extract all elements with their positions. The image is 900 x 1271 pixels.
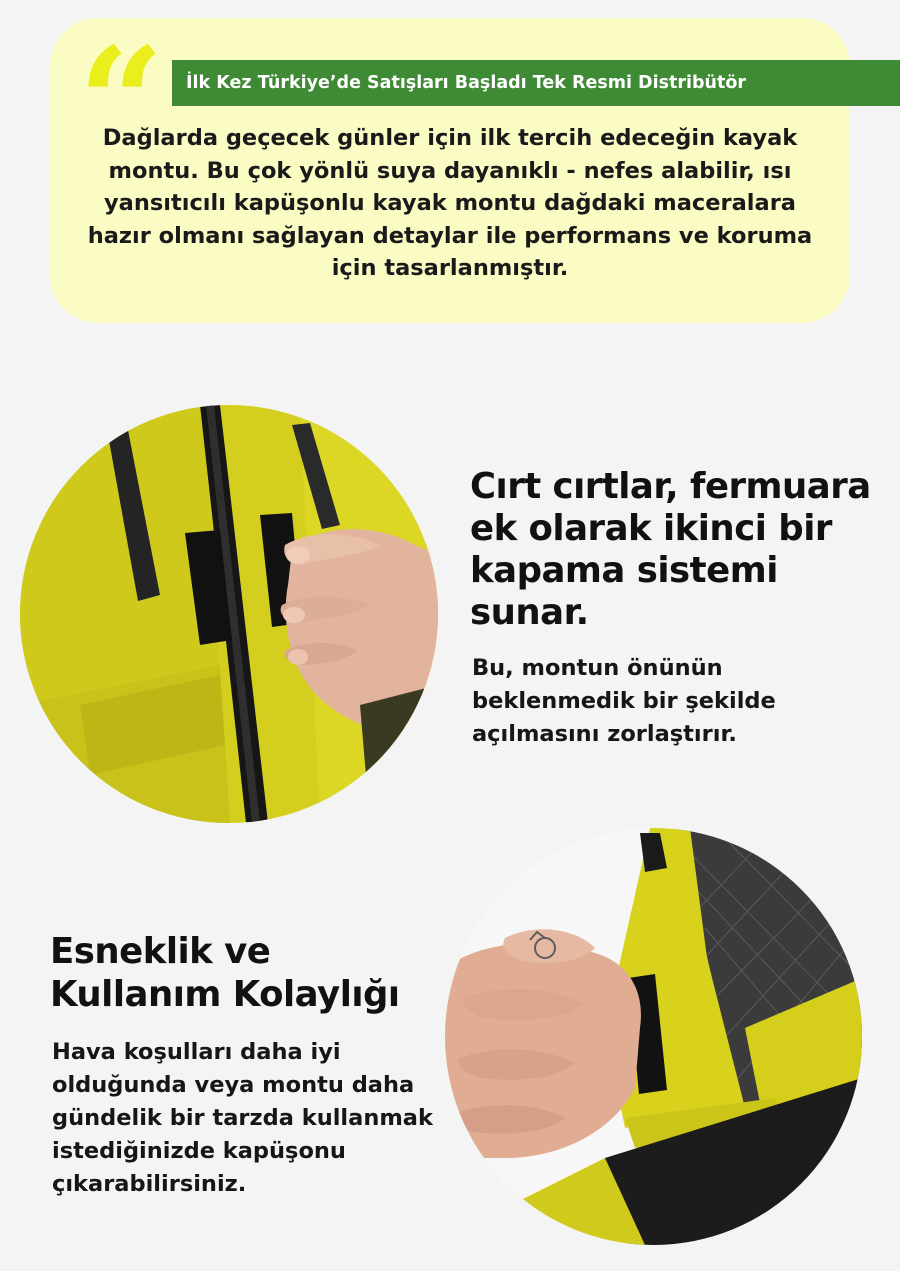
intro-text: Dağlarda geçecek günler için ilk tercih edeceğin kayak montu. Bu çok yönlü suya dayanıklı - nefes alabilir, ısı yansıtıcılı kapüşonlu kayak montu dağdaki maceralara hazır olmanı sağlayan detaylar ile performans ve koruma için tasarlanmıştır. [87,125,813,281]
distributor-banner: İlk Kez Türkiye’de Satışları Başladı Tek Resmi Distribütör [172,60,900,106]
feature-2-heading: Esneklik ve Kullanım Kolaylığı [50,931,400,1015]
hood-detach-closeup-image [445,828,862,1245]
velcro-closeup-image [20,405,438,823]
feature-1-body: Bu, montun önünün beklenmedik bir şekilde açılmasını zorlaştırır. [472,655,776,747]
feature-1-heading: Cırt cırtlar, fermuara ek olarak ikinci bir kapama sistemi sunar. [470,466,871,633]
quote-mark-icon: “ [78,15,165,191]
feature-2-body: Hava koşulları daha iyi olduğunda veya montu daha gündelik bir tarzda kullanmak istediğinizde kapüşonu çıkarabilirsiniz. [52,1039,433,1197]
